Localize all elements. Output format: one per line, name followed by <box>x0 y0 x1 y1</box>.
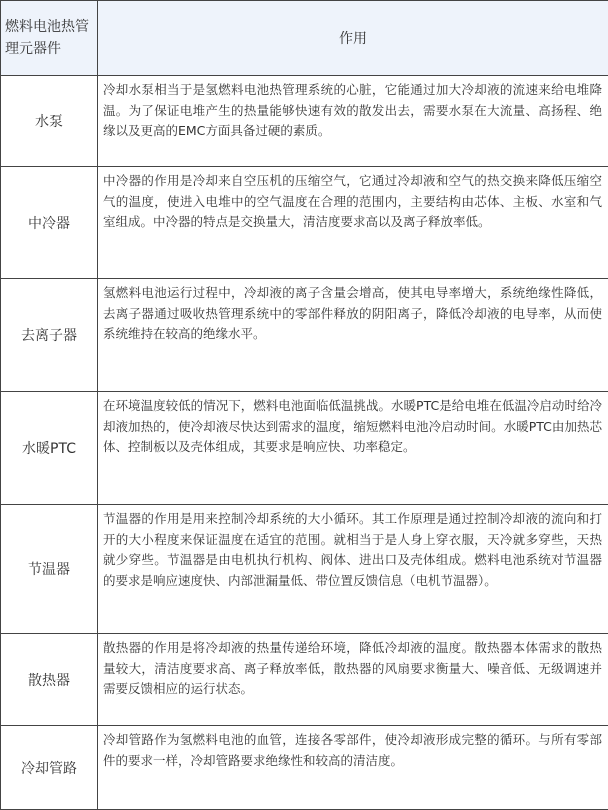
table-row <box>1 634 608 726</box>
header-component: 燃料电池热管理元器件 <box>1 1 98 76</box>
table-row <box>1 726 608 810</box>
component-name: 水泵 <box>1 76 98 167</box>
header-function: 作用 <box>98 1 608 76</box>
table-row <box>1 505 608 634</box>
table-row <box>1 167 608 279</box>
component-description: 中冷器的作用是冷却来自空压机的压缩空气，它通过冷却液和空气的热交换来降低压缩空气的温度，使进入电堆中的空气温度在合理的范围内，主要结构由芯体、主板、水室和气室组成。中冷器的特点是交换量大，清洁度要求高以及离子释放率低。 <box>98 167 608 279</box>
component-description: 冷却水泵相当于是氢燃料电池热管理系统的心脏，它能通过加大冷却液的流速来给电堆降温。为了保证电堆产生的热量能够快速有效的散发出去，需要水泵在大流量、高扬程、绝缘以及更高的EMC方面具备过硬的素质。 <box>98 76 608 167</box>
component-description: 冷却管路作为氢燃料电池的血管，连接各零部件，使冷却液形成完整的循环。与所有零部件的要求一样，冷却管路要求绝缘性和较高的清洁度。 <box>98 726 608 810</box>
table-row <box>1 76 608 167</box>
component-description: 氢燃料电池运行过程中，冷却液的离子含量会增高，使其电导率增大，系统绝缘性降低，去离子器通过吸收热管理系统中的零部件释放的阴阳离子，降低冷却液的电导率，从而使系统维持在较高的绝缘水平。 <box>98 279 608 392</box>
component-name: 节温器 <box>1 505 98 634</box>
component-description: 在环境温度较低的情况下，燃料电池面临低温挑战。水暖PTC是给电堆在低温冷启动时给冷却液加热的，使冷却液尽快达到需求的温度，缩短燃料电池冷启动时间。水暖PTC由加热芯体、控制板以及壳体组成，其要求是响应快、功率稳定。 <box>98 392 608 505</box>
table-row <box>1 392 608 505</box>
component-description: 散热器的作用是将冷却液的热量传递给环境，降低冷却液的温度。散热器本体需求的散热量较大，清洁度要求高、离子释放率低，散热器的风扇要求衡量大、噪音低、无级调速并需要反馈相应的运行状态。 <box>98 634 608 726</box>
component-name: 水暖PTC <box>1 392 98 505</box>
component-name: 散热器 <box>1 634 98 726</box>
component-description: 节温器的作用是用来控制冷却系统的大小循环。其工作原理是通过控制冷却液的流向和打开的大小程度来保证温度在适宜的范围。就相当于是人身上穿衣服，天冷就多穿些，天热就少穿些。节温器是由电机执行机构、阀体、进出口及壳体组成。燃料电池系统对节温器的要求是响应速度快、内部泄漏量低、带位置反馈信息（电机节温器）。 <box>98 505 608 634</box>
component-name: 去离子器 <box>1 279 98 392</box>
header-row <box>1 1 608 76</box>
table-row <box>1 279 608 392</box>
component-name: 中冷器 <box>1 167 98 279</box>
component-name: 冷却管路 <box>1 726 98 810</box>
